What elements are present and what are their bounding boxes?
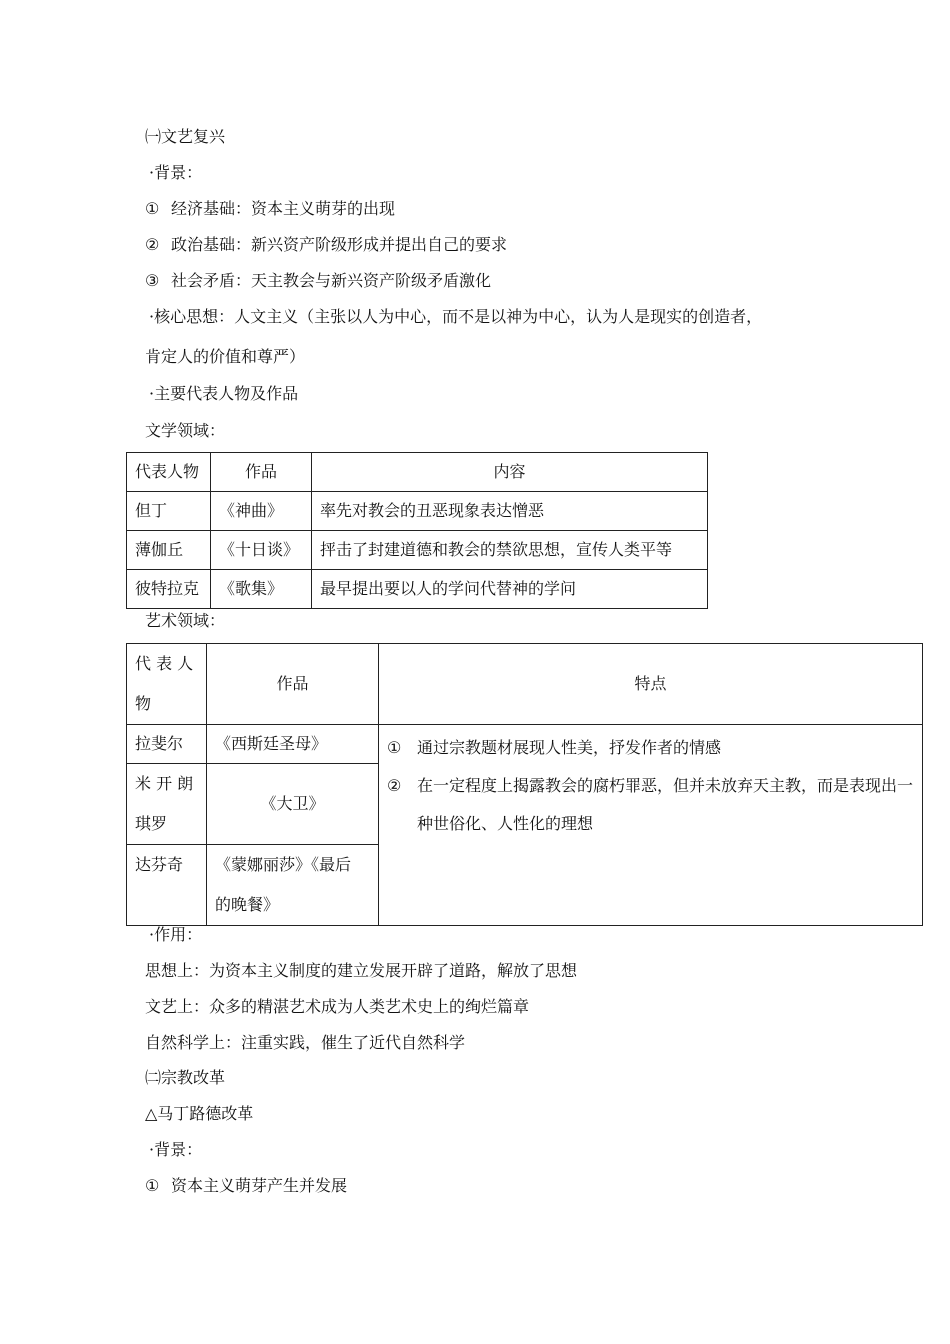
table-row <box>127 531 708 570</box>
item-text: 社会矛盾：天主教会与新兴资产阶级矛盾激化 <box>171 271 492 290</box>
table-cell: 《歌集》 <box>211 570 312 609</box>
section-title-reformation: ㈡宗教改革 <box>145 1068 226 1087</box>
table-cell: 拉斐尔 <box>127 725 207 764</box>
item-number: ① <box>145 199 160 218</box>
table-cell: 抨击了封建道德和教会的禁欲思想，宣传人类平等 <box>312 531 708 570</box>
art-label: 艺术领域： <box>145 611 226 630</box>
feature-item <box>387 729 914 767</box>
item-text: 通过宗教题材展现人性美，抒发作者的情感 <box>417 738 722 757</box>
item-text: 资本主义萌芽产生并发展 <box>171 1176 348 1195</box>
section-title-renaissance: ㈠文艺复兴 <box>145 127 226 146</box>
table-header-row <box>127 453 708 492</box>
header-cell-person <box>127 644 207 725</box>
background-item <box>145 271 491 291</box>
core-idea-line-cont: 肯定人的价值和尊严） <box>145 347 306 366</box>
header-cell: 作品 <box>211 453 312 492</box>
header-text: 物 <box>135 694 152 713</box>
table-cell: 最早提出要以人的学问代替神的学问 <box>312 570 708 609</box>
effect-item: 文艺上：众多的精湛艺术成为人类艺术史上的绚烂篇章 <box>145 997 530 1016</box>
item-number: ③ <box>145 271 160 290</box>
table-cell: 达芬奇 <box>127 845 207 926</box>
table-row <box>127 492 708 531</box>
table-cell: 薄伽丘 <box>127 531 211 570</box>
literature-table <box>126 452 708 609</box>
table-cell: 彼特拉克 <box>127 570 211 609</box>
item-number: ① <box>145 1176 160 1195</box>
header-text: 代 表 人 <box>135 654 194 673</box>
cell-text: 的晚餐》 <box>215 895 280 914</box>
effect-item: 思想上：为资本主义制度的建立发展开辟了道路，解放了思想 <box>145 961 578 980</box>
table-header-row <box>127 644 923 725</box>
header-cell-work: 作品 <box>207 644 379 725</box>
effect-label: ·作用： <box>149 925 203 944</box>
representatives-label: ·主要代表人物及作品 <box>149 384 299 403</box>
header-cell: 代表人物 <box>127 453 211 492</box>
table-cell: 《神曲》 <box>211 492 312 531</box>
luther-title: △马丁路德改革 <box>145 1104 254 1123</box>
background-label: ·背景： <box>149 163 203 182</box>
table-cell: 《十日谈》 <box>211 531 312 570</box>
table-cell: 但丁 <box>127 492 211 531</box>
item-text: 在一定程度上揭露教会的腐朽罪恶，但并未放弃天主教，而是表现出一种世俗化、人性化的理想 <box>417 776 914 833</box>
art-table <box>126 643 923 926</box>
table-cell: 《西斯廷圣母》 <box>207 725 379 764</box>
table-row <box>127 570 708 609</box>
cell-text: 琪罗 <box>135 814 168 833</box>
item-text: 政治基础：新兴资产阶级形成并提出自己的要求 <box>171 235 508 254</box>
background-item <box>145 1176 347 1196</box>
background-label: ·背景： <box>149 1140 203 1159</box>
table-row <box>127 725 923 764</box>
header-cell-feature: 特点 <box>379 644 923 725</box>
header-cell: 内容 <box>312 453 708 492</box>
item-number: ② <box>145 235 160 254</box>
literature-label: 文学领域： <box>145 421 226 440</box>
feature-item <box>387 767 914 843</box>
item-number: ① <box>387 738 402 757</box>
background-item <box>145 199 395 219</box>
table-cell: 率先对教会的丑恶现象表达憎恶 <box>312 492 708 531</box>
item-number: ② <box>387 776 402 795</box>
cell-text: 米 开 朗 <box>135 774 194 793</box>
background-item <box>145 235 507 255</box>
features-cell <box>379 725 923 926</box>
table-cell: 《大卫》 <box>207 764 379 845</box>
table-cell <box>207 845 379 926</box>
core-idea-line: ·核心思想：人文主义（主张以人为中心，而不是以神为中心，认为人是现实的创造者， <box>149 307 763 326</box>
table-cell <box>127 764 207 845</box>
effect-item: 自然科学上：注重实践，催生了近代自然科学 <box>145 1033 466 1052</box>
cell-text: 《蒙娜丽莎》《最后 <box>215 855 352 874</box>
item-text: 经济基础：资本主义萌芽的出现 <box>171 199 396 218</box>
